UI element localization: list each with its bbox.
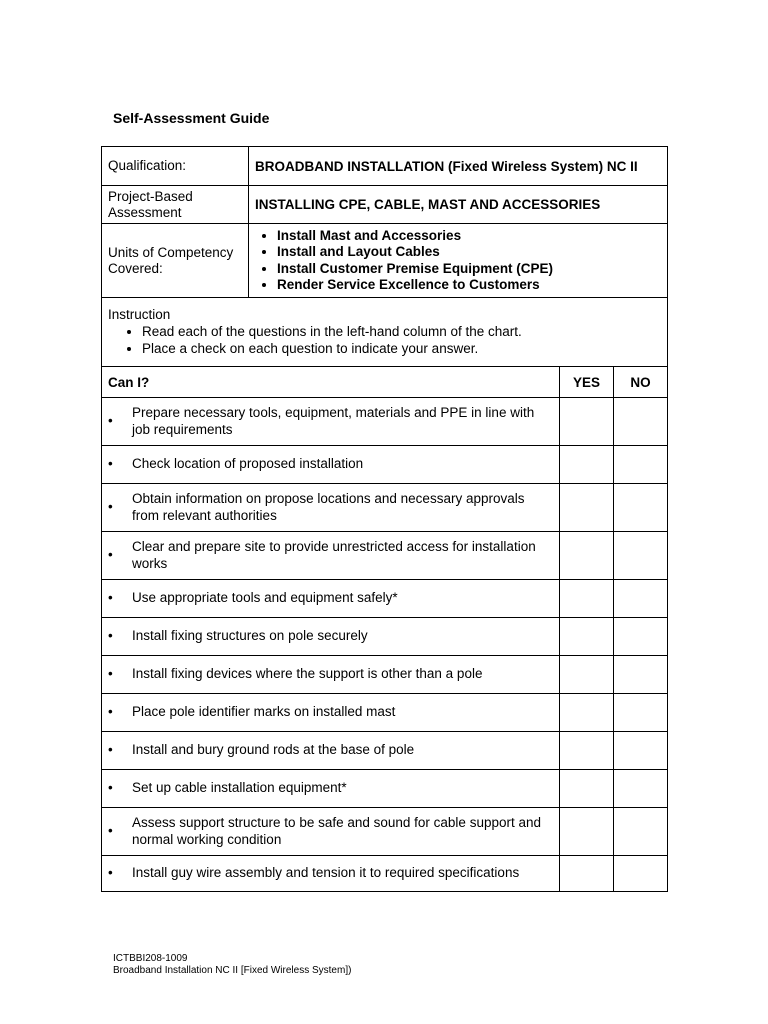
instruction-label: Instruction [108, 307, 171, 322]
table-row [102, 770, 668, 808]
no-checkbox-cell[interactable] [614, 484, 668, 532]
bullet-icon: • [108, 590, 113, 606]
question-text: Install and bury ground rods at the base of pole [132, 742, 415, 758]
instruction-list [108, 323, 661, 357]
yes-checkbox-cell[interactable] [560, 694, 614, 732]
units-row [102, 224, 668, 298]
no-checkbox-cell[interactable] [614, 580, 668, 618]
bullet-icon: • [108, 865, 113, 881]
bullet-icon: • [108, 823, 113, 839]
no-checkbox-cell[interactable] [614, 694, 668, 732]
table-row [102, 580, 668, 618]
unit-item: • Install and Layout Cables [277, 244, 661, 261]
table-row [102, 446, 668, 484]
project-value: INSTALLING CPE, CABLE, MAST AND ACCESSORIES [249, 186, 668, 224]
instruction-cell [102, 298, 668, 367]
bullet-icon: • [108, 742, 113, 758]
units-list-cell [249, 224, 668, 298]
question-text: Assess support structure to be safe and sound for cable support and normal working condition [132, 815, 541, 847]
units-label: Units of Competency Covered: [102, 224, 249, 298]
instruction-row [102, 298, 668, 367]
question-text: Set up cable installation equipment* [132, 780, 347, 796]
page-footer [113, 953, 351, 977]
table-row [102, 694, 668, 732]
question-text: Check location of proposed installation [132, 456, 364, 472]
question-text: Install fixing devices where the support is other than a pole [132, 666, 483, 682]
question-text: Place pole identifier marks on installed mast [132, 704, 396, 720]
bullet-icon: • [108, 499, 113, 515]
question-text: Use appropriate tools and equipment safely* [132, 590, 398, 606]
bullet-icon: • [108, 666, 113, 682]
table-row [102, 532, 668, 580]
yes-checkbox-cell[interactable] [560, 484, 614, 532]
no-checkbox-cell[interactable] [614, 732, 668, 770]
table-row [102, 856, 668, 892]
self-assessment-table [101, 146, 668, 892]
yes-checkbox-cell[interactable] [560, 446, 614, 484]
yes-checkbox-cell[interactable] [560, 398, 614, 446]
no-checkbox-cell[interactable] [614, 398, 668, 446]
yes-checkbox-cell[interactable] [560, 770, 614, 808]
yes-checkbox-cell[interactable] [560, 732, 614, 770]
question-text: Clear and prepare site to provide unrestricted access for installation works [132, 539, 536, 571]
no-checkbox-cell[interactable] [614, 532, 668, 580]
yes-checkbox-cell[interactable] [560, 580, 614, 618]
qualification-label: Qualification: [102, 147, 249, 186]
bullet-icon: • [108, 704, 113, 720]
instruction-item: • Place a check on each question to indicate your answer. [142, 340, 661, 357]
page-title: Self-Assessment Guide [113, 110, 270, 126]
table-row [102, 484, 668, 532]
no-checkbox-cell[interactable] [614, 618, 668, 656]
bullet-icon: • [108, 456, 113, 472]
table-row [102, 398, 668, 446]
table-header-row [102, 367, 668, 398]
bullet-icon: • [108, 780, 113, 796]
qualification-row [102, 147, 668, 186]
table-row [102, 732, 668, 770]
units-list [255, 228, 661, 294]
yes-checkbox-cell[interactable] [560, 808, 614, 856]
no-checkbox-cell[interactable] [614, 770, 668, 808]
footer-code: ICTBBI208-1009 [113, 953, 188, 964]
qualification-value: BROADBAND INSTALLATION (Fixed Wireless System) NC II [249, 147, 668, 186]
footer-name: Broadband Installation NC II [Fixed Wireless System]) [113, 965, 352, 976]
question-text: Prepare necessary tools, equipment, materials and PPE in line with job requirements [132, 405, 535, 437]
yes-checkbox-cell[interactable] [560, 656, 614, 694]
question-text: Obtain information on propose locations and necessary approvals from relevant authorities [132, 491, 525, 523]
yes-header: YES [560, 367, 614, 398]
question-text: Install fixing structures on pole securely [132, 628, 368, 644]
no-header: NO [614, 367, 668, 398]
no-checkbox-cell[interactable] [614, 856, 668, 892]
table-row [102, 808, 668, 856]
no-checkbox-cell[interactable] [614, 656, 668, 694]
instruction-item: • Read each of the questions in the left-hand column of the chart. [142, 323, 661, 340]
unit-item: • Install Customer Premise Equipment (CPE) [277, 261, 661, 278]
project-label: Project-Based Assessment [102, 186, 249, 224]
bullet-icon: • [108, 547, 113, 563]
can-i-header: Can I? [102, 367, 560, 398]
unit-item: • Render Service Excellence to Customers [277, 277, 661, 294]
bullet-icon: • [108, 413, 113, 429]
yes-checkbox-cell[interactable] [560, 532, 614, 580]
question-text: Install guy wire assembly and tension it to required specifications [132, 865, 520, 881]
project-row [102, 186, 668, 224]
no-checkbox-cell[interactable] [614, 446, 668, 484]
bullet-icon: • [108, 628, 113, 644]
no-checkbox-cell[interactable] [614, 808, 668, 856]
yes-checkbox-cell[interactable] [560, 856, 614, 892]
yes-checkbox-cell[interactable] [560, 618, 614, 656]
table-row [102, 656, 668, 694]
unit-item: • Install Mast and Accessories [277, 228, 661, 245]
table-row [102, 618, 668, 656]
